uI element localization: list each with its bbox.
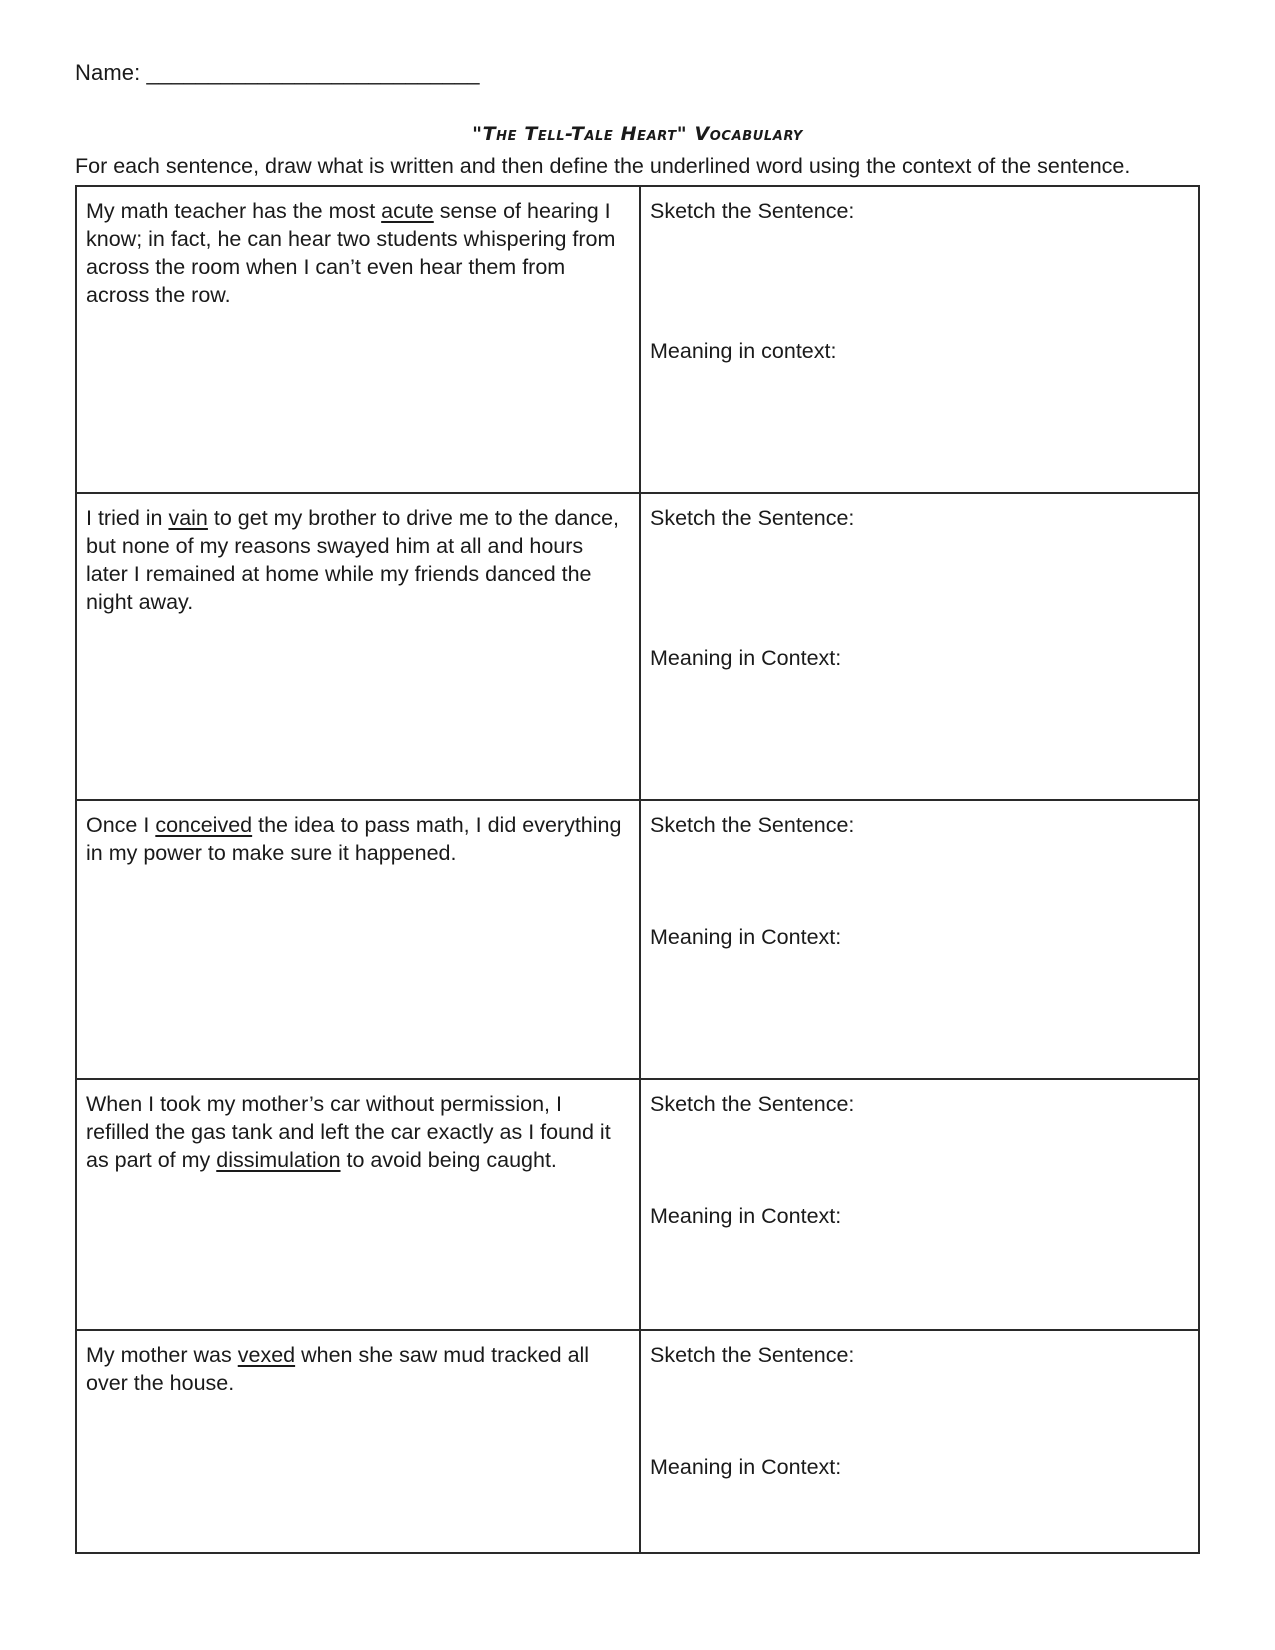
meaning-label: Meaning in Context:: [650, 1204, 842, 1228]
instructions: For each sentence, draw what is written and then define the underlined word using the context of the sentence.: [75, 154, 1131, 178]
worksheet-title: "The Tell-Tale Heart" Vocabulary: [472, 123, 803, 145]
vocab-word: vain: [168, 506, 208, 530]
sentence-text: My mother was vexed when she saw mud tracked all over the house.: [86, 1343, 590, 1395]
sentence-text: My math teacher has the most acute sense of hearing I know; in fact, he can hear two students whispering from across the room when I can’t even hear them from across the row.: [86, 199, 616, 307]
sentence-text: When I took my mother’s car without permission, I refilled the gas tank and left the car exactly as I found it as part of my dissimulation to avoid being caught.: [86, 1092, 611, 1172]
vocab-row: [76, 493, 1199, 800]
sentence-text: I tried in vain to get my brother to drive me to the dance, but none of my reasons swayed him at all and hours later I remained at home while my friends danced the night away.: [86, 506, 620, 614]
meaning-label: Meaning in Context:: [650, 646, 842, 670]
vocab-row: [76, 1079, 1199, 1330]
name-field[interactable]: Name: ___________________________: [75, 60, 480, 85]
meaning-label: Meaning in context:: [650, 339, 837, 363]
vocab-word: vexed: [237, 1343, 296, 1367]
response-cell[interactable]: [640, 800, 1199, 1079]
sketch-label: Sketch the Sentence:: [650, 199, 855, 223]
response-cell[interactable]: [640, 1330, 1199, 1553]
vocab-row: [76, 800, 1199, 1079]
sentence-cell: [76, 493, 640, 800]
sentence-cell: [76, 186, 640, 493]
response-cell[interactable]: [640, 186, 1199, 493]
vocab-row: [76, 186, 1199, 493]
sentence-cell: [76, 1330, 640, 1553]
vocab-word: dissimulation: [216, 1148, 341, 1172]
meaning-label: Meaning in Context:: [650, 925, 842, 949]
sketch-label: Sketch the Sentence:: [650, 1092, 855, 1116]
vocab-word: conceived: [155, 813, 253, 837]
meaning-label: Meaning in Context:: [650, 1455, 842, 1479]
vocab-word: acute: [381, 199, 434, 223]
sentence-cell: [76, 800, 640, 1079]
vocab-row: [76, 1330, 1199, 1553]
sketch-label: Sketch the Sentence:: [650, 506, 855, 530]
response-cell[interactable]: [640, 1079, 1199, 1330]
response-cell[interactable]: [640, 493, 1199, 800]
vocabulary-table: [75, 185, 1200, 1554]
sentence-text: Once I conceived the idea to pass math, I did everything in my power to make sure it happened.: [86, 813, 622, 865]
sketch-label: Sketch the Sentence:: [650, 813, 855, 837]
sentence-cell: [76, 1079, 640, 1330]
sketch-label: Sketch the Sentence:: [650, 1343, 855, 1367]
